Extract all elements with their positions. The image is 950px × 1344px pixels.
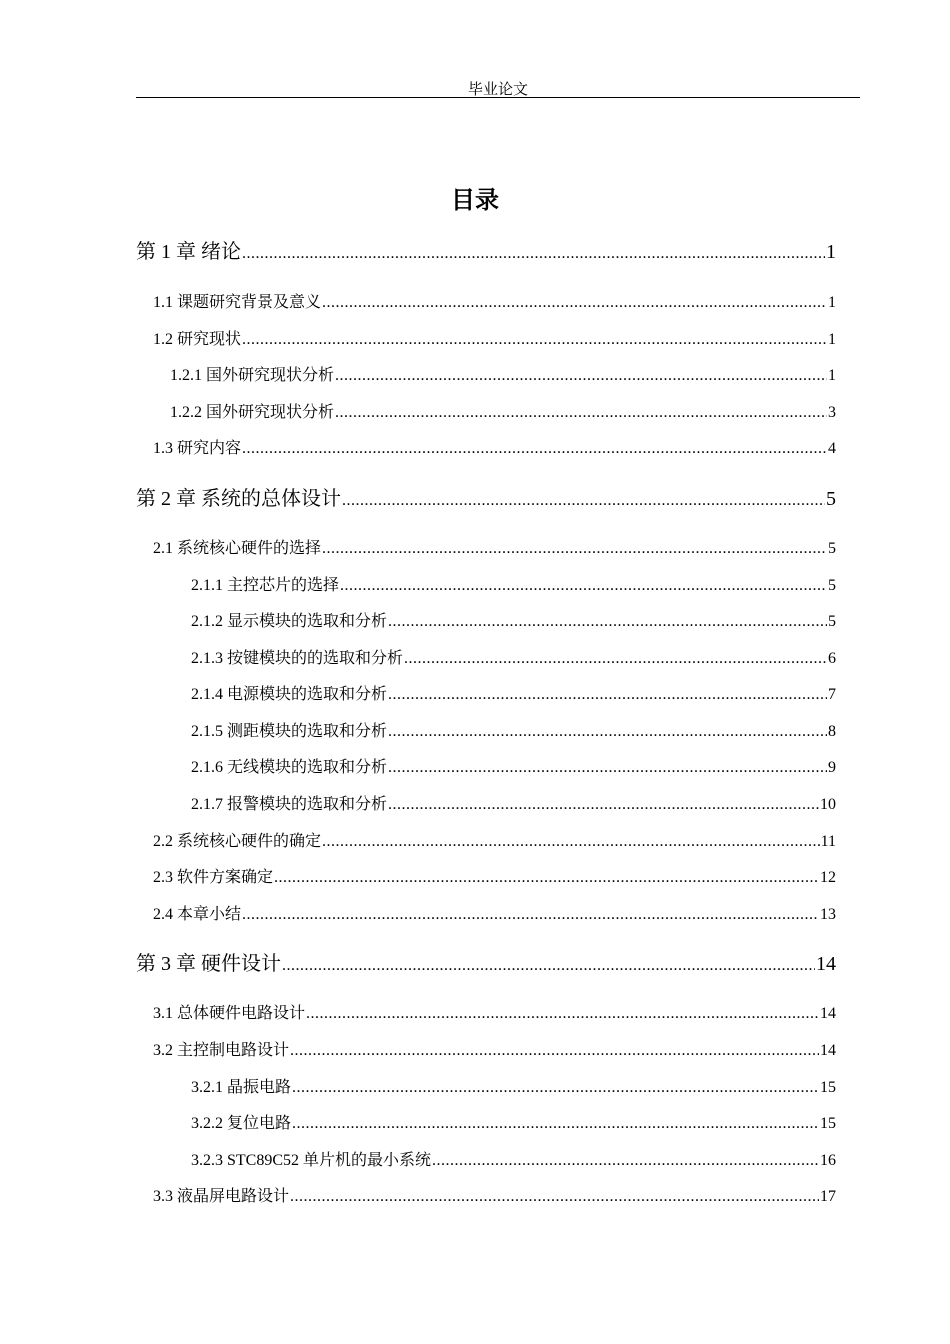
toc-entry-page: 14 xyxy=(816,953,836,975)
dot-leader xyxy=(388,796,819,814)
toc-entry-label: 1.2.2 国外研究现状分析 xyxy=(170,404,335,421)
dot-leader xyxy=(242,440,827,458)
toc-entry[interactable] xyxy=(191,791,836,814)
dot-leader xyxy=(322,294,827,312)
dot-leader xyxy=(322,833,820,851)
toc-entry-page: 15 xyxy=(820,1079,836,1096)
toc-entry-page: 11 xyxy=(820,833,836,850)
toc-entry[interactable] xyxy=(136,947,836,976)
toc-entry-label: 3.2.1 晶振电路 xyxy=(191,1079,292,1096)
toc-entry-page: 12 xyxy=(820,869,836,886)
toc-entry-page: 5 xyxy=(828,577,836,594)
toc-entry-page: 17 xyxy=(820,1188,836,1205)
dot-leader xyxy=(404,650,827,668)
dot-leader xyxy=(322,540,827,558)
toc-entry-page: 10 xyxy=(820,796,836,813)
page-header: 毕业论文 xyxy=(467,82,528,98)
toc-entry[interactable] xyxy=(153,864,836,887)
toc-entry[interactable] xyxy=(191,718,836,741)
toc-entry-label: 2.1.7 报警模块的选取和分析 xyxy=(191,796,388,813)
dot-leader xyxy=(274,869,819,887)
toc-entry-label: 3.3 液晶屏电路设计 xyxy=(153,1188,290,1205)
toc-entry[interactable] xyxy=(191,681,836,704)
dot-leader xyxy=(290,1188,819,1206)
toc-entry-label: 3.2.2 复位电路 xyxy=(191,1115,292,1132)
toc-entry-page: 15 xyxy=(820,1115,836,1132)
dot-leader xyxy=(388,759,827,777)
dot-leader xyxy=(335,404,827,422)
dot-leader xyxy=(242,906,819,924)
toc-title: 目录 xyxy=(451,186,499,214)
dot-leader xyxy=(388,686,827,704)
toc-entry[interactable] xyxy=(153,1183,836,1206)
toc-entry[interactable] xyxy=(191,645,836,668)
toc-entry-page: 1 xyxy=(828,331,836,348)
toc-entry-page: 5 xyxy=(828,613,836,630)
toc-entry-label: 第 2 章 系统的总体设计 xyxy=(136,488,341,510)
toc-entry-page: 5 xyxy=(826,488,836,510)
toc-entry-label: 第 3 章 硬件设计 xyxy=(136,953,281,975)
toc-entry-page: 9 xyxy=(828,759,836,776)
dot-leader xyxy=(342,488,825,511)
toc-entry-label: 2.1.4 电源模块的选取和分析 xyxy=(191,686,388,703)
toc-entry-label: 2.4 本章小结 xyxy=(153,906,242,923)
toc-entry[interactable] xyxy=(191,1147,836,1170)
toc-entry[interactable] xyxy=(153,828,836,851)
toc-entry[interactable] xyxy=(153,326,836,349)
toc-entry-page: 13 xyxy=(820,906,836,923)
toc-entry-page: 1 xyxy=(828,294,836,311)
toc-entry[interactable] xyxy=(153,435,836,458)
toc-entry-label: 2.1.2 显示模块的选取和分析 xyxy=(191,613,388,630)
toc-entry[interactable] xyxy=(136,235,836,264)
toc-entry-page: 1 xyxy=(826,241,836,263)
toc-entry[interactable] xyxy=(191,572,836,595)
dot-leader xyxy=(290,1042,819,1060)
toc-entry[interactable] xyxy=(170,399,836,422)
toc-entry-page: 5 xyxy=(828,540,836,557)
toc-entry[interactable] xyxy=(153,1037,836,1060)
toc-entry-page: 4 xyxy=(828,440,836,457)
toc-entry-page: 3 xyxy=(828,404,836,421)
toc-entry-label: 3.2.3 STC89C52 单片机的最小系统 xyxy=(191,1152,432,1169)
toc-entry-page: 16 xyxy=(820,1152,836,1169)
toc-entry[interactable] xyxy=(136,482,836,511)
dot-leader xyxy=(388,613,827,631)
dot-leader xyxy=(242,241,825,264)
toc-entry-page: 7 xyxy=(828,686,836,703)
toc-entry-label: 1.1 课题研究背景及意义 xyxy=(153,294,322,311)
toc-entry-label: 3.1 总体硬件电路设计 xyxy=(153,1005,306,1022)
dot-leader xyxy=(432,1152,819,1170)
toc-entry-label: 1.2.1 国外研究现状分析 xyxy=(170,367,335,384)
toc-entry-label: 2.1.1 主控芯片的选择 xyxy=(191,577,340,594)
toc-entry[interactable] xyxy=(170,362,836,385)
dot-leader xyxy=(388,723,827,741)
toc-entry-page: 6 xyxy=(828,650,836,667)
dot-leader xyxy=(306,1005,819,1023)
toc-entry-label: 2.1 系统核心硬件的选择 xyxy=(153,540,322,557)
toc-entry-label: 2.1.6 无线模块的选取和分析 xyxy=(191,759,388,776)
dot-leader xyxy=(292,1079,819,1097)
toc-entry-label: 2.3 软件方案确定 xyxy=(153,869,274,886)
toc-entry-page: 8 xyxy=(828,723,836,740)
toc-entry-page: 1 xyxy=(828,367,836,384)
toc-entry[interactable] xyxy=(153,901,836,924)
toc-entry[interactable] xyxy=(153,1000,836,1023)
toc-entry-page: 14 xyxy=(820,1042,836,1059)
toc-entry-label: 1.2 研究现状 xyxy=(153,331,242,348)
toc-entry-label: 2.1.5 测距模块的选取和分析 xyxy=(191,723,388,740)
toc-entry[interactable] xyxy=(191,754,836,777)
toc-entry-label: 第 1 章 绪论 xyxy=(136,241,241,263)
toc-entry-label: 3.2 主控制电路设计 xyxy=(153,1042,290,1059)
toc-entry[interactable] xyxy=(191,608,836,631)
dot-leader xyxy=(340,577,827,595)
dot-leader xyxy=(335,367,827,385)
toc-entry[interactable] xyxy=(153,535,836,558)
toc-entry[interactable] xyxy=(191,1110,836,1133)
toc-entry-label: 1.3 研究内容 xyxy=(153,440,242,457)
dot-leader xyxy=(242,331,827,349)
dot-leader xyxy=(282,953,815,976)
dot-leader xyxy=(292,1115,819,1133)
toc-entry-label: 2.1.3 按键模块的的选取和分析 xyxy=(191,650,404,667)
toc-entry[interactable] xyxy=(153,289,836,312)
toc-entry[interactable] xyxy=(191,1074,836,1097)
toc-entry-label: 2.2 系统核心硬件的确定 xyxy=(153,833,322,850)
header-divider xyxy=(136,97,860,98)
toc-entry-page: 14 xyxy=(820,1005,836,1022)
